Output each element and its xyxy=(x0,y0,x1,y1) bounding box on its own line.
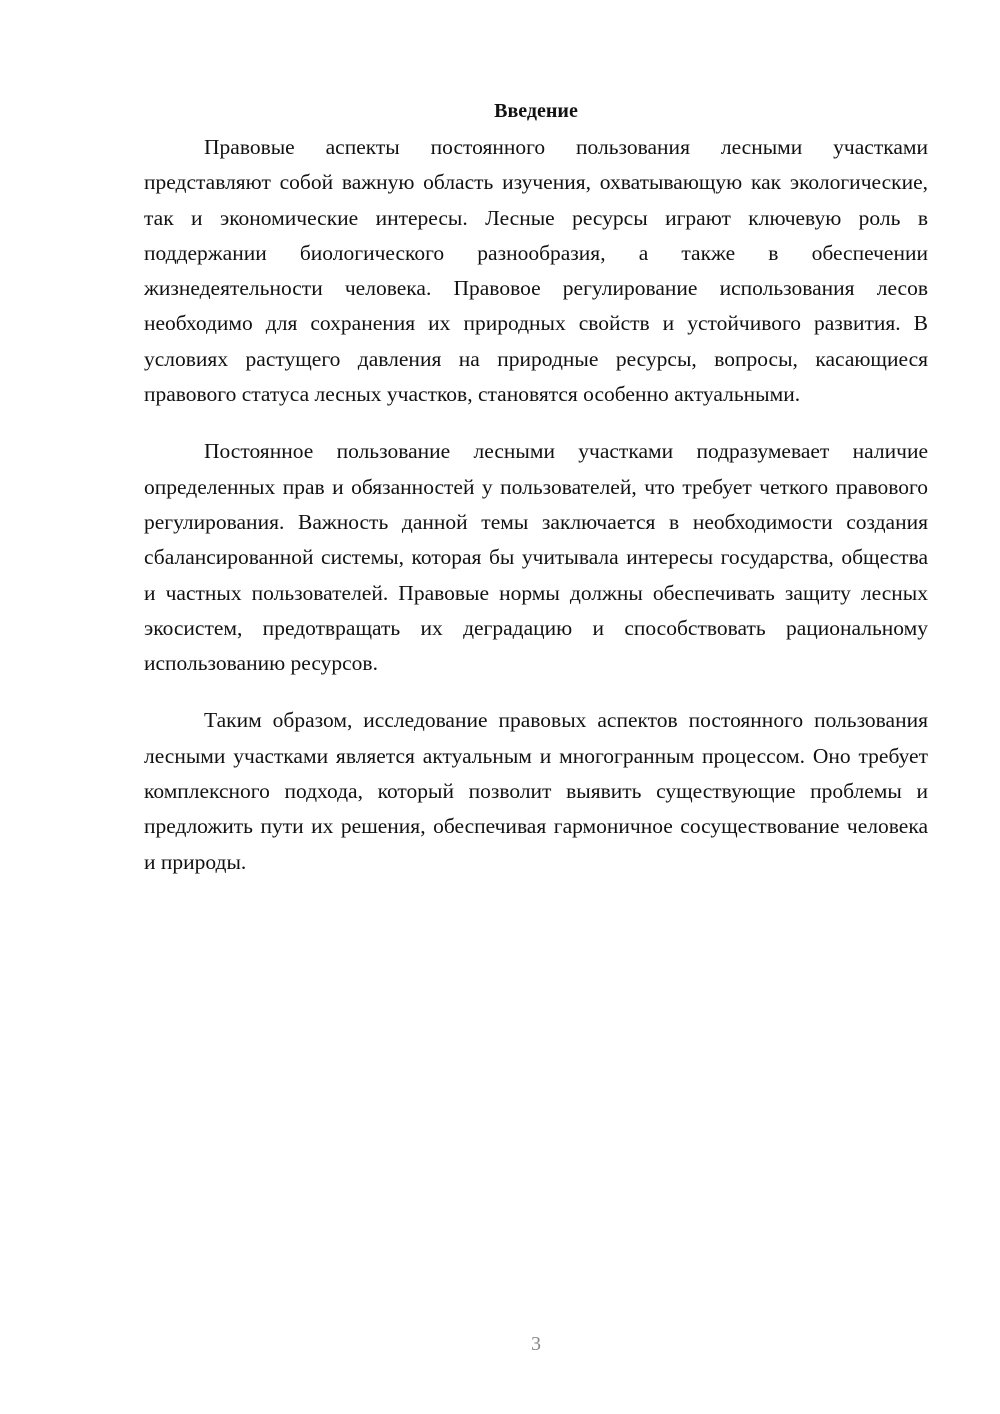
page-number: 3 xyxy=(531,1333,541,1355)
page-content xyxy=(144,96,928,902)
paragraph: Постоянное пользование лесными участками подразумевает наличие определенных прав и обязанностей у пользователей, что требует четкого правового регулирования. Важность данной темы заключается в необходимости создания сбалансированной системы, которая бы учитывала интересы государства, общества и частных пользователей. Правовые нормы должны обеспечивать защиту лесных экосистем, предотвращать их деградацию и способствовать рациональному использованию ресурсов. xyxy=(144,439,928,676)
paragraph: Правовые аспекты постоянного пользования лесными участками представляют собой важную область изучения, охватывающую как экологические, так и экономические интересы. Лесные ресурсы играют ключевую роль в поддержании биологического разнообразия, а также в обеспечении жизнедеятельности человека. Правовое регулирование использования лесов необходимо для сохранения их природных свойств и устойчивого развития. В условиях растущего давления на природные ресурсы, вопросы, касающиеся правового статуса лесных участков, становятся особенно актуальными. xyxy=(144,135,928,407)
section-heading: Введение xyxy=(494,100,578,122)
paragraph: Таким образом, исследование правовых аспектов постоянного пользования лесными участками является актуальным и многогранным процессом. Оно требует комплексного подхода, который позволит выявить существующие проблемы и предложить пути их решения, обеспечивая гармоничное сосуществование человека и природы. xyxy=(144,708,928,874)
